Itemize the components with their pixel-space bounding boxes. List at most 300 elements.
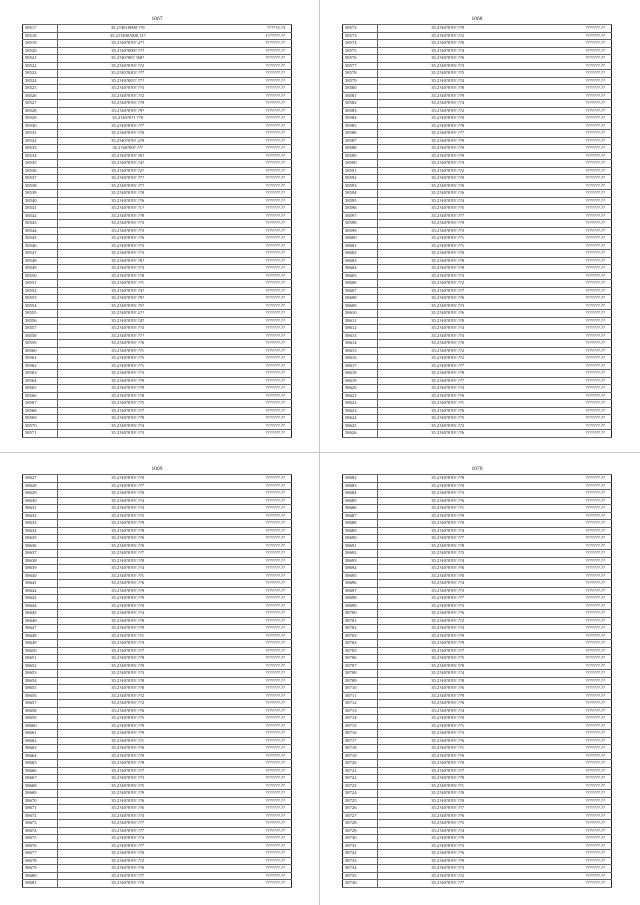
row-value: ???????.?? <box>517 92 611 100</box>
row-value: ???????.?? <box>517 715 611 723</box>
row-code: 35.2?40?0?0?.??9 <box>57 730 197 738</box>
row-value: ???????.?? <box>197 55 291 63</box>
row-value: ???????.?? <box>197 700 291 708</box>
row-value: ???????.?? <box>197 212 291 220</box>
row-value: ???????.?? <box>517 520 611 528</box>
row-id: 58704 <box>343 640 378 648</box>
row-code: 35.2?40?0?0?.??6 <box>377 392 517 400</box>
table-row <box>23 257 292 265</box>
table-row <box>343 242 612 250</box>
table-row <box>23 520 292 528</box>
row-code: 35.2?40?0?0?.??7 <box>57 647 197 655</box>
row-value: ???????.?? <box>197 655 291 663</box>
table-row <box>23 670 292 678</box>
row-code: 35.2?40?0?0?.??3 <box>377 842 517 850</box>
row-value: ???????.?? <box>197 542 291 550</box>
table-row <box>23 655 292 663</box>
row-code: 35.2?40?0?0?.??3 <box>377 865 517 873</box>
table-row <box>343 865 612 873</box>
row-code: 35.2?40?0?0?.??5 <box>57 400 197 408</box>
table-row <box>23 145 292 153</box>
row-id: 58561 <box>23 355 58 363</box>
table-row <box>23 250 292 258</box>
row-code: 35.2?40?0?0?.??6 <box>377 295 517 303</box>
table-row <box>23 625 292 633</box>
table-row <box>23 392 292 400</box>
table-row <box>343 775 612 783</box>
row-code: 35.2?40?0?0?.??1 <box>57 737 197 745</box>
row-value: ???????.?? <box>517 287 611 295</box>
table-row <box>23 790 292 798</box>
row-id: 58588 <box>343 145 378 153</box>
table-row <box>343 415 612 423</box>
row-id: 58706 <box>343 655 378 663</box>
row-code: 35.2?40?0?0?.??3 <box>57 250 197 258</box>
table-row <box>343 272 612 280</box>
row-code: 35.2?40?020?.??7 <box>57 70 197 78</box>
row-code: 35.2?40?0?0?.??7 <box>377 805 517 813</box>
row-code: 35.2?40?0?0?.??3 <box>377 227 517 235</box>
row-code: 35.2?40?0?0?.??9 <box>57 415 197 423</box>
row-code: 35.2?40?0?0?.??6 <box>377 610 517 618</box>
row-value: ???????.?? <box>517 340 611 348</box>
row-id: 58603 <box>343 257 378 265</box>
row-id: 58673 <box>23 820 58 828</box>
row-value: ???????.?? <box>197 302 291 310</box>
row-value: ???????.?? <box>197 797 291 805</box>
table-row <box>23 265 292 273</box>
row-id: 58541 <box>23 205 58 213</box>
row-id: 58638 <box>23 557 58 565</box>
table-row <box>23 332 292 340</box>
row-id: 58707 <box>343 662 378 670</box>
row-value: ???????.?? <box>517 647 611 655</box>
row-value: ???????.?? <box>517 152 611 160</box>
row-id: 58681 <box>23 880 58 888</box>
row-id: 58521 <box>23 55 58 63</box>
table-row <box>23 880 292 888</box>
table-row <box>23 640 292 648</box>
row-code: 35.2?40?0?0?.??9 <box>57 377 197 385</box>
row-code: 35.2?40?0?0?.2?9 <box>57 137 197 145</box>
row-id: 58649 <box>23 640 58 648</box>
row-code: 35.2?40?0?0?.??3 <box>377 302 517 310</box>
row-value: ???????.?? <box>517 542 611 550</box>
row-id: 58537 <box>23 175 58 183</box>
row-value: ???????.?? <box>197 145 291 153</box>
row-value: ???????.?? <box>197 775 291 783</box>
row-id: 58678 <box>23 857 58 865</box>
row-code: 35.2?40?0?0?.??4 <box>377 827 517 835</box>
row-value: ???????.?? <box>517 227 611 235</box>
row-value: ???????.?? <box>197 62 291 70</box>
table-row <box>343 130 612 138</box>
row-code: 35.2?40?0?0?.??9 <box>377 775 517 783</box>
row-code: 35.2?40?0?0?.??4 <box>377 100 517 108</box>
table-row <box>343 317 612 325</box>
table-row <box>23 610 292 618</box>
row-id: 58668 <box>23 782 58 790</box>
row-value: ???????.?? <box>197 865 291 873</box>
row-code: 35.2?40?0?0?.??6 <box>57 197 197 205</box>
row-value: ???????.?? <box>517 820 611 828</box>
table-row <box>23 707 292 715</box>
row-value: ???????.?? <box>517 587 611 595</box>
row-code: 35.2?40?0?0?.??4 <box>377 197 517 205</box>
row-id: 58614 <box>343 340 378 348</box>
table-row <box>343 40 612 48</box>
row-id: 58656 <box>23 692 58 700</box>
row-id: 58570 <box>23 422 58 430</box>
row-code: 35.2?40?0?0?.??4 <box>377 527 517 535</box>
row-id: 58543 <box>23 220 58 228</box>
table-row <box>23 842 292 850</box>
row-value: ???????.?? <box>517 160 611 168</box>
row-value: ???????.?? <box>517 332 611 340</box>
row-value: ???????.?? <box>197 737 291 745</box>
row-code: 35.2?40?0?0?.??3 <box>377 160 517 168</box>
row-id: 58677 <box>23 850 58 858</box>
row-id: 58631 <box>23 505 58 513</box>
row-code: 35.2?40?0?0?.??3 <box>57 325 197 333</box>
table-row <box>343 212 612 220</box>
row-code: 35.2?40?0?0?.??2 <box>57 700 197 708</box>
row-code: 35.2?40?0?0?.??7 <box>377 647 517 655</box>
row-id: 58722 <box>343 775 378 783</box>
row-code: 35.2?40?0?0?.??6 <box>377 190 517 198</box>
row-id: 58590 <box>343 160 378 168</box>
row-value: ???????.?? <box>517 835 611 843</box>
row-id: 58584 <box>343 115 378 123</box>
table-row <box>343 295 612 303</box>
row-id: 58715 <box>343 722 378 730</box>
row-id: 58577 <box>343 62 378 70</box>
table-row <box>23 235 292 243</box>
row-value: ???????.?? <box>197 670 291 678</box>
table-row <box>343 370 612 378</box>
table-row <box>343 715 612 723</box>
row-value: ???????.?? <box>517 407 611 415</box>
row-code: 35.2?40?0?0?.??6 <box>377 55 517 63</box>
row-value: ???????.?? <box>197 70 291 78</box>
row-value: ???????.?? <box>197 257 291 265</box>
table-row <box>343 805 612 813</box>
row-id: 58670 <box>23 797 58 805</box>
row-id: 58682 <box>343 475 378 483</box>
row-id: 58641 <box>23 580 58 588</box>
row-value: ???????.?? <box>517 197 611 205</box>
row-id: 58555 <box>23 310 58 318</box>
row-code: 35.2?40?0?0?.?4? <box>57 287 197 295</box>
row-id: 58586 <box>343 130 378 138</box>
row-id: 58654 <box>23 677 58 685</box>
table-row <box>23 227 292 235</box>
row-code: 35.2?40?0?0?.??5 <box>377 655 517 663</box>
row-value: ???????.?? <box>517 617 611 625</box>
row-id: 58540 <box>23 197 58 205</box>
row-id: 58725 <box>343 797 378 805</box>
row-value: ???????.?? <box>197 842 291 850</box>
page-divider-horizontal <box>0 452 640 453</box>
row-id: 58597 <box>343 212 378 220</box>
row-value: ???????.?? <box>197 587 291 595</box>
row-id: 58581 <box>343 92 378 100</box>
table-row <box>343 430 612 438</box>
row-id: 58688 <box>343 520 378 528</box>
table-row <box>23 77 292 85</box>
row-id: 58545 <box>23 235 58 243</box>
row-code: 35.2?40?0?0?.?7? <box>57 175 197 183</box>
row-code: 35.2?40?0?0?.??1 <box>377 745 517 753</box>
row-code: 35.2?40?0?0?.?0? <box>57 257 197 265</box>
row-code: 35.2?40?0?0?.??7 <box>377 595 517 603</box>
row-id: 58531 <box>23 130 58 138</box>
row-code: 35.2?40?0?0?.??8 <box>57 685 197 693</box>
row-id: 58546 <box>23 242 58 250</box>
row-code: 35.2?40?0?0?.??4 <box>377 670 517 678</box>
table-row <box>343 595 612 603</box>
table-row <box>343 692 612 700</box>
table-row <box>343 475 612 483</box>
row-id: 58659 <box>23 715 58 723</box>
table-row <box>343 752 612 760</box>
row-value: ???????.?? <box>197 85 291 93</box>
table-row <box>343 602 612 610</box>
row-value: ???????.?? <box>517 355 611 363</box>
row-id: 58587 <box>343 137 378 145</box>
table-row <box>343 610 612 618</box>
row-value: ???????.?? <box>517 557 611 565</box>
table-row <box>343 197 612 205</box>
row-id: 58711 <box>343 692 378 700</box>
row-id: 58648 <box>23 632 58 640</box>
table-row <box>23 280 292 288</box>
row-code: 35.2?40?0?0?.??2 <box>57 692 197 700</box>
table-row <box>343 767 612 775</box>
row-value: ???????.?? <box>197 872 291 880</box>
table-row <box>23 92 292 100</box>
row-id: 58702 <box>343 625 378 633</box>
row-id: 58642 <box>23 587 58 595</box>
table-row <box>23 580 292 588</box>
row-code: 35.2?40?0?0?.??8 <box>57 190 197 198</box>
row-code: 35.2?40?0?0?.??0 <box>377 797 517 805</box>
row-value: ???????.?? <box>517 482 611 490</box>
table-row <box>23 400 292 408</box>
row-code: 35.2?40?0?0?.??0 <box>377 715 517 723</box>
page-number: 1069 <box>151 466 163 472</box>
row-value: ???????.?? <box>197 827 291 835</box>
table-row <box>23 550 292 558</box>
row-code: 35.2?40?0?0?.??9 <box>57 722 197 730</box>
row-code: 35.2?40?0?0?.??4 <box>57 610 197 618</box>
row-id: 58519 <box>23 40 58 48</box>
row-id: 58520 <box>23 47 58 55</box>
row-code: 35.2?40?0?0?.??2 <box>377 355 517 363</box>
row-value: ???????.?? <box>517 872 611 880</box>
row-id: 58698 <box>343 595 378 603</box>
row-value: ???????.?? <box>517 700 611 708</box>
row-value: ???????.?? <box>517 47 611 55</box>
table-row <box>23 355 292 363</box>
row-value: ???????.?? <box>517 370 611 378</box>
row-id: 58524 <box>23 77 58 85</box>
table-row <box>23 100 292 108</box>
row-id: 58719 <box>343 752 378 760</box>
row-code: 35.2?40?0?0?.??2 <box>377 422 517 430</box>
table-row <box>343 782 612 790</box>
row-value: ???????.?? <box>197 707 291 715</box>
row-value: ???????.?? <box>517 737 611 745</box>
row-id: 58710 <box>343 685 378 693</box>
row-code: 35.2?40?0?0?.??9 <box>377 662 517 670</box>
row-code: 35.2?40?0?0?.??5 <box>377 70 517 78</box>
row-code: 35.2?40?0?0?.??6 <box>377 407 517 415</box>
row-id: 58552 <box>23 287 58 295</box>
row-value: ???????.?? <box>517 62 611 70</box>
table-row <box>343 205 612 213</box>
row-id: 58684 <box>343 490 378 498</box>
table-row <box>23 295 292 303</box>
row-value: ???????.?? <box>197 77 291 85</box>
row-value: ???????.?? <box>197 760 291 768</box>
row-code: 35.2?40?0?0?.??1 <box>377 242 517 250</box>
row-id: 58657 <box>23 700 58 708</box>
table-row <box>23 130 292 138</box>
row-code: 35.2?40?0?0?.?4? <box>57 160 197 168</box>
row-code: 35.2?40?0?0?.??0 <box>377 790 517 798</box>
row-value: ???????.?? <box>517 475 611 483</box>
row-code: 35.2?40?0?0?.??5 <box>57 355 197 363</box>
table-row <box>343 167 612 175</box>
row-code: 35.2?40?0?0?.??6 <box>57 580 197 588</box>
row-id: 58560 <box>23 347 58 355</box>
row-id: 58600 <box>343 235 378 243</box>
table-row <box>23 512 292 520</box>
row-value: ???????.?? <box>517 767 611 775</box>
row-value: ???????.?? <box>197 490 291 498</box>
row-value: ???????.?? <box>517 670 611 678</box>
row-id: 58591 <box>343 167 378 175</box>
row-value: ???????.?? <box>517 782 611 790</box>
row-code: 35.2?40?0?0?.??3 <box>57 370 197 378</box>
row-code: 35.2?40?0?0?.??9 <box>377 92 517 100</box>
row-id: 58606 <box>343 280 378 288</box>
row-value: ???????.?? <box>197 580 291 588</box>
row-id: 58637 <box>23 550 58 558</box>
table-row <box>23 760 292 768</box>
row-code: 35.2?40?0?0?.??1 <box>57 572 197 580</box>
row-code: 35.2?40?0?0?.??3 <box>377 587 517 595</box>
table-row <box>343 385 612 393</box>
row-code: 35.2?40?0?0?.??1 <box>377 722 517 730</box>
row-code: 35.2?40?0?0?.??6 <box>57 235 197 243</box>
row-id: 58708 <box>343 670 378 678</box>
row-code: 35.2?40?0?0?.??4 <box>377 707 517 715</box>
table-row <box>23 190 292 198</box>
row-value: ???????.?? <box>197 152 291 160</box>
table-row <box>343 857 612 865</box>
row-code: 35.2?40?0?0?.??6 <box>377 40 517 48</box>
table-row <box>343 850 612 858</box>
table-row <box>343 122 612 130</box>
row-id: 58727 <box>343 812 378 820</box>
row-id: 58639 <box>23 565 58 573</box>
table-row <box>23 32 292 40</box>
row-id: 58723 <box>343 782 378 790</box>
row-code: 35.2?40?0?0?.??7 <box>377 287 517 295</box>
data-table <box>22 474 292 888</box>
row-id: 58635 <box>23 535 58 543</box>
row-value: ???????.?? <box>517 640 611 648</box>
row-id: 58662 <box>23 737 58 745</box>
row-id: 58617 <box>343 362 378 370</box>
row-code: 35.2?40?0?0?.??4 <box>377 580 517 588</box>
row-id: 58712 <box>343 700 378 708</box>
row-value: ???????.?? <box>517 497 611 505</box>
table-row <box>343 137 612 145</box>
table-row <box>23 805 292 813</box>
row-value: ???????.?? <box>517 220 611 228</box>
row-value: ???????.?? <box>197 527 291 535</box>
row-id: 58612 <box>343 325 378 333</box>
row-id: 58616 <box>343 355 378 363</box>
row-code: 35.2?40?0?0?.??7 <box>57 407 197 415</box>
table-row <box>343 100 612 108</box>
row-id: 58674 <box>23 827 58 835</box>
table-row <box>343 790 612 798</box>
table-row <box>23 850 292 858</box>
row-code: 35.2?40?0?0?.??3 <box>57 775 197 783</box>
row-code: 35.2?40?0?0?.??9 <box>57 790 197 798</box>
row-code: 35.2?40?0?0?.??2 <box>57 857 197 865</box>
row-id: 58517 <box>23 25 58 33</box>
table-row <box>23 317 292 325</box>
row-id: 58608 <box>343 295 378 303</box>
row-value: ???????.?? <box>197 880 291 888</box>
row-code: 35.2?40?0?0?.??1 <box>377 505 517 513</box>
row-id: 58573 <box>343 32 378 40</box>
row-id: 58624 <box>343 415 378 423</box>
row-code: 35.2?40?0?0?.??2 <box>377 167 517 175</box>
row-id: 58585 <box>343 122 378 130</box>
row-id: 58729 <box>343 827 378 835</box>
table-row <box>23 737 292 745</box>
row-id: 58720 <box>343 760 378 768</box>
row-code: 35.2?40?0?0?.??2 <box>377 347 517 355</box>
row-code: 35.2?40?0?0?.??7 <box>377 880 517 888</box>
row-value: ???????.?? <box>197 512 291 520</box>
row-code: 35.2?40?0?0?.??9 <box>57 385 197 393</box>
row-code: 35.2?40?0?0?.??9 <box>377 835 517 843</box>
row-id: 58536 <box>23 167 58 175</box>
row-value: ???????.?? <box>517 122 611 130</box>
row-value: ???????.?? <box>517 70 611 78</box>
row-value: ???????.?? <box>197 730 291 738</box>
row-id: 58718 <box>343 745 378 753</box>
row-id: 58563 <box>23 370 58 378</box>
row-id: 58660 <box>23 722 58 730</box>
row-code: 35.2?40?0?0?.?0? <box>57 152 197 160</box>
table-row <box>23 430 292 438</box>
row-value: ???????.?? <box>517 257 611 265</box>
row-value: ???????.?? <box>197 227 291 235</box>
table-row <box>343 25 612 33</box>
table-row <box>23 745 292 753</box>
table-row <box>23 107 292 115</box>
row-value: ???????.?? <box>197 220 291 228</box>
data-table <box>342 474 612 888</box>
